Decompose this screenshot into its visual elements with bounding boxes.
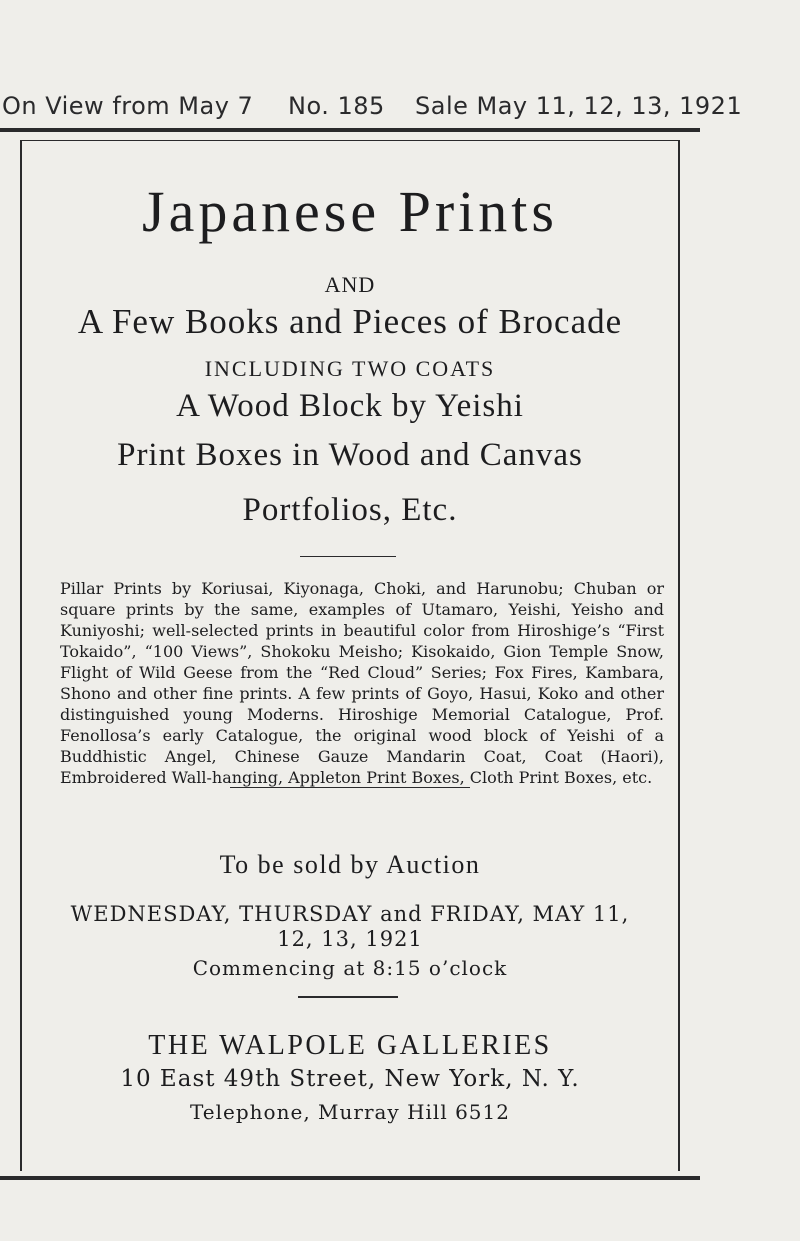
auction-dates-line1: WEDNESDAY, THURSDAY and FRIDAY, MAY 11, bbox=[70, 902, 630, 926]
subtitle-wood-block: A Wood Block by Yeishi bbox=[176, 388, 524, 424]
divider-rule bbox=[298, 996, 398, 998]
lot-description: Pillar Prints by Koriusai, Kiyonaga, Choki, and Harunobu; Chuban or square prints by the same, examples of Utamaro, Yeishi, Yeisho and Kuniyoshi; well-selected prints in beautiful color from Hiroshige’s “First Tokaido”, “100 Views”, Shokoku Meisho; Kisokaido, Gion Temple Snow, Flight of Wild Geese from the “Red Cloud” Series; Fox Fires, Kambara, Shono and other fine prints. A few prints of Goyo, Hasui, Koko and other distinguished young Moderns. Hiroshige Memorial Catalogue, Prof. Fenollosa’s early Catalogue, the original wood block of Yeishi of a Buddhistic Angel, Chinese Gauze Mandarin Coat, Coat (Haori), Embroidered Wall-hanging, Appleton Print Boxes, Cloth Print Boxes, etc. bbox=[60, 579, 664, 787]
page-title: Japanese Prints bbox=[142, 179, 558, 244]
top-rule bbox=[0, 128, 700, 132]
auction-time: Commencing at 8:15 o’clock bbox=[192, 956, 508, 980]
bottom-rule bbox=[0, 1176, 700, 1180]
catalogue-header bbox=[0, 92, 800, 132]
on-view-date: On View from May 7 bbox=[2, 92, 254, 120]
subtitle-books-brocade: A Few Books and Pieces of Brocade bbox=[77, 302, 623, 341]
subtitle-including-coats: INCLUDING TWO COATS bbox=[204, 356, 496, 381]
divider-rule bbox=[300, 556, 396, 557]
divider-rule bbox=[230, 787, 470, 788]
sale-dates: Sale May 11, 12, 13, 1921 bbox=[415, 92, 743, 120]
title-conjunction: AND bbox=[324, 272, 376, 297]
subtitle-print-boxes: Print Boxes in Wood and Canvas bbox=[117, 437, 583, 473]
venue-name: THE WALPOLE GALLERIES bbox=[148, 1030, 552, 1061]
subtitle-portfolios: Portfolios, Etc. bbox=[242, 492, 458, 528]
auction-dates-line2: 12, 13, 1921 bbox=[277, 927, 423, 951]
catalogue-number: No. 185 bbox=[288, 92, 385, 120]
venue-address: 10 East 49th Street, New York, N. Y. bbox=[120, 1066, 580, 1092]
auction-heading: To be sold by Auction bbox=[219, 850, 481, 879]
venue-telephone: Telephone, Murray Hill 6512 bbox=[190, 1100, 510, 1124]
